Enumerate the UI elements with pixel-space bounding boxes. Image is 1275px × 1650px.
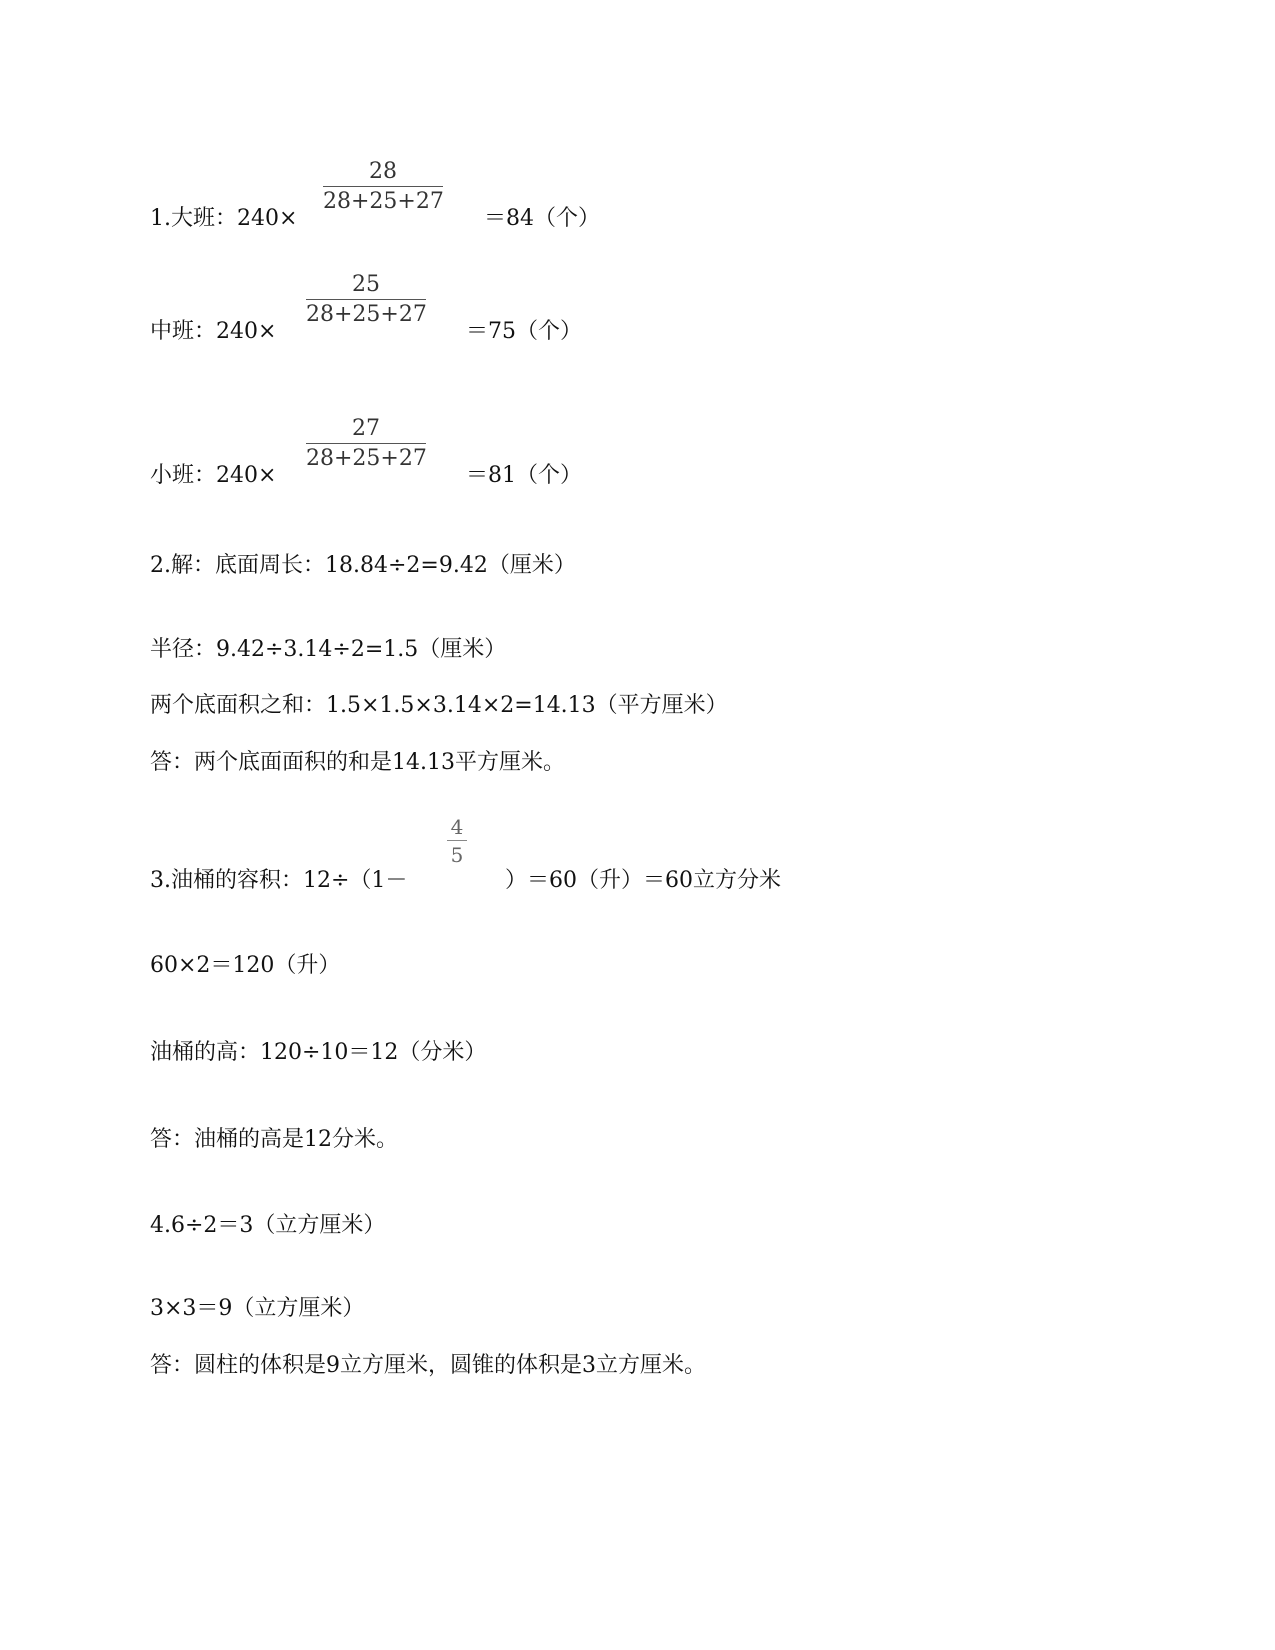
fraction-bar xyxy=(306,443,426,444)
q2-line-2: 半径：9.42÷3.14÷2=1.5（厘米） xyxy=(150,637,507,662)
q2-line-3: 两个底面积之和：1.5×1.5×3.14×2=14.13（平方厘米） xyxy=(150,693,728,718)
fraction-denominator: 28+25+27 xyxy=(306,302,427,327)
fraction-denominator: 5 xyxy=(450,843,464,867)
fraction-four-fifths xyxy=(447,815,467,867)
q1-big-result-text: ＝84（个） xyxy=(484,206,600,231)
q3-line-1-suffix: ）＝60（升）＝60立方分米 xyxy=(505,868,781,893)
fraction-numerator: 25 xyxy=(352,272,380,297)
fraction-denominator: 28+25+27 xyxy=(323,189,444,214)
fraction-bar xyxy=(447,840,467,841)
q1-small-result-text: ＝81（个） xyxy=(466,463,582,488)
fraction-denominator: 28+25+27 xyxy=(306,446,427,471)
q1-big-result xyxy=(484,204,600,234)
q4-line-2: 3×3＝9（立方厘米） xyxy=(150,1296,365,1321)
q1-mid-class-line xyxy=(150,317,276,347)
fraction-big-class xyxy=(323,159,443,215)
q1-mid-result-text: ＝75（个） xyxy=(466,319,582,344)
q1-small-prefix: 小班：240× xyxy=(150,463,277,488)
q4-line-3: 答：圆柱的体积是9立方厘米，圆锥的体积是3立方厘米。 xyxy=(150,1353,706,1378)
q3-line-1-prefix: 3.油桶的容积：12÷（1－ xyxy=(150,868,408,893)
q4-line-1: 4.6÷2＝3（立方厘米） xyxy=(150,1213,386,1238)
fraction-small-class xyxy=(306,416,426,472)
fraction-bar xyxy=(323,186,443,187)
fraction-numerator: 4 xyxy=(450,815,464,839)
q3-line-3: 油桶的高：120÷10＝12（分米） xyxy=(150,1040,487,1065)
fraction-mid-class xyxy=(306,272,426,328)
q2-line-1: 2.解：底面周长：18.84÷2=9.42（厘米） xyxy=(150,553,576,578)
q1-mid-result xyxy=(466,317,582,347)
q3-line-2: 60×2＝120（升） xyxy=(150,953,341,978)
q3-line-4: 答：油桶的高是12分米。 xyxy=(150,1127,398,1152)
q1-mid-prefix: 中班：240× xyxy=(150,319,277,344)
fraction-numerator: 27 xyxy=(352,416,380,441)
q1-small-class-line xyxy=(150,461,276,491)
q2-line-4: 答：两个底面面积的和是14.13平方厘米。 xyxy=(150,750,565,775)
q1-big-class-line xyxy=(150,204,297,234)
q1-big-prefix: 1.大班：240× xyxy=(150,206,298,231)
q1-small-result xyxy=(466,461,582,491)
fraction-bar xyxy=(306,299,426,300)
fraction-numerator: 28 xyxy=(369,159,397,184)
